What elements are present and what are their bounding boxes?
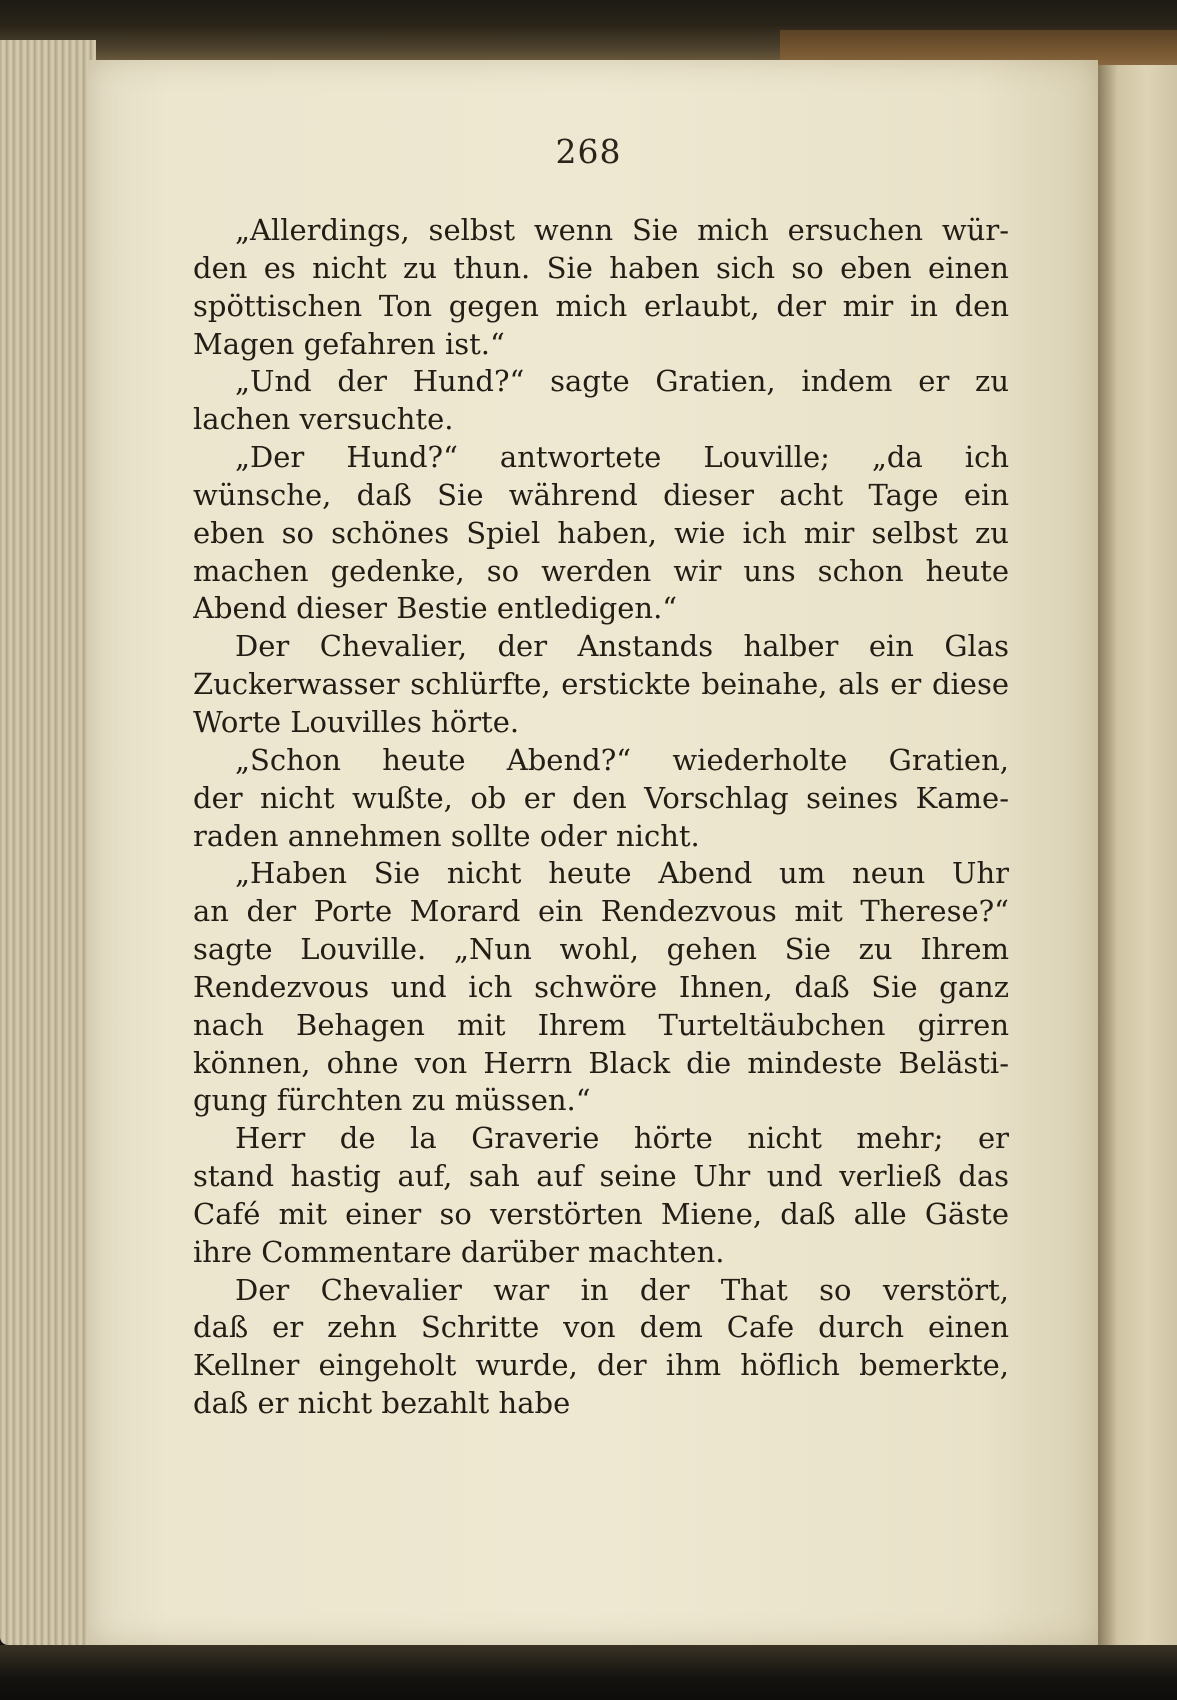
text-line: „Schon heute Abend?“ wiederholte Gratien, [235,742,1009,777]
text-line: den es nicht zu thun. Sie haben sich so eben einen [193,250,1009,285]
text-line: Worte Louvilles hörte. [193,704,520,739]
text-line: nach Behagen mit Ihrem Turteltäubchen girren [193,1007,1009,1042]
text-line: spöttischen Ton gegen mich erlaubt, der mir in den [193,288,1009,323]
text-line: sagte Louville. „Nun wohl, gehen Sie zu Ihrem [193,932,1009,967]
text-line: „Haben Sie nicht heute Abend um neun Uhr [235,856,1009,891]
text-line: „Der Hund?“ antwortete Louville; „da ich [235,440,1009,475]
text-line: Magen gefahren ist.“ [193,326,505,361]
text-line: „Allerdings, selbst wenn Sie mich ersuchen wür- [235,213,1009,247]
text-line: daß er nicht bezahlt habe [193,1386,571,1421]
text-line: Kellner eingeholt wurde, der ihm höflich bemerkte, [193,1348,1009,1383]
text-line: machen gedenke, so werden wir uns schon heute [193,553,1009,588]
text-line: stand hastig auf, sah auf seine Uhr und verließ das [193,1159,1009,1194]
text-line: Abend dieser Bestie entledigen.“ [193,591,678,626]
page-text [193,212,1009,1423]
text-line: Café mit einer so verstörten Miene, daß alle Gäste [193,1196,1009,1231]
text-line: Zuckerwasser schlürfte, erstickte beinahe, als er diese [193,667,1009,702]
text-line: Rendezvous und ich schwöre Ihnen, daß Sie ganz [193,969,1009,1004]
text-line: eben so schönes Spiel haben, wie ich mir selbst zu [193,515,1009,550]
page-stack [0,40,96,1645]
text-line: gung fürchten zu müssen.“ [193,1083,591,1118]
text-line: an der Porte Morard ein Rendezvous mit Therese?“ [193,894,1009,929]
text-line: wünsche, daß Sie während dieser acht Tage ein [193,477,1009,512]
text-line: der nicht wußte, ob er den Vorschlag seines Kame- [193,780,1009,815]
text-line: können, ohne von Herrn Black die mindeste Belästi- [193,1045,1009,1080]
text-line: lachen versuchte. [193,402,454,437]
text-line: raden annehmen sollte oder nicht. [193,818,700,853]
facing-page-edge [1098,65,1177,1645]
text-line: „Und der Hund?“ sagte Gratien, indem er zu [235,364,1009,399]
text-line: ihre Commentare darüber machten. [193,1234,725,1269]
book-bottom-edge [0,1645,1177,1700]
text-line: Der Chevalier, der Anstands halber ein Glas [235,629,1009,664]
page-number: 268 [555,132,622,171]
text-line: Der Chevalier war in der That so verstört, [235,1272,1009,1307]
text-line: daß er zehn Schritte von dem Cafe durch einen [193,1310,1009,1345]
text-line: Herr de la Graverie hörte nicht mehr; er [235,1121,1009,1156]
